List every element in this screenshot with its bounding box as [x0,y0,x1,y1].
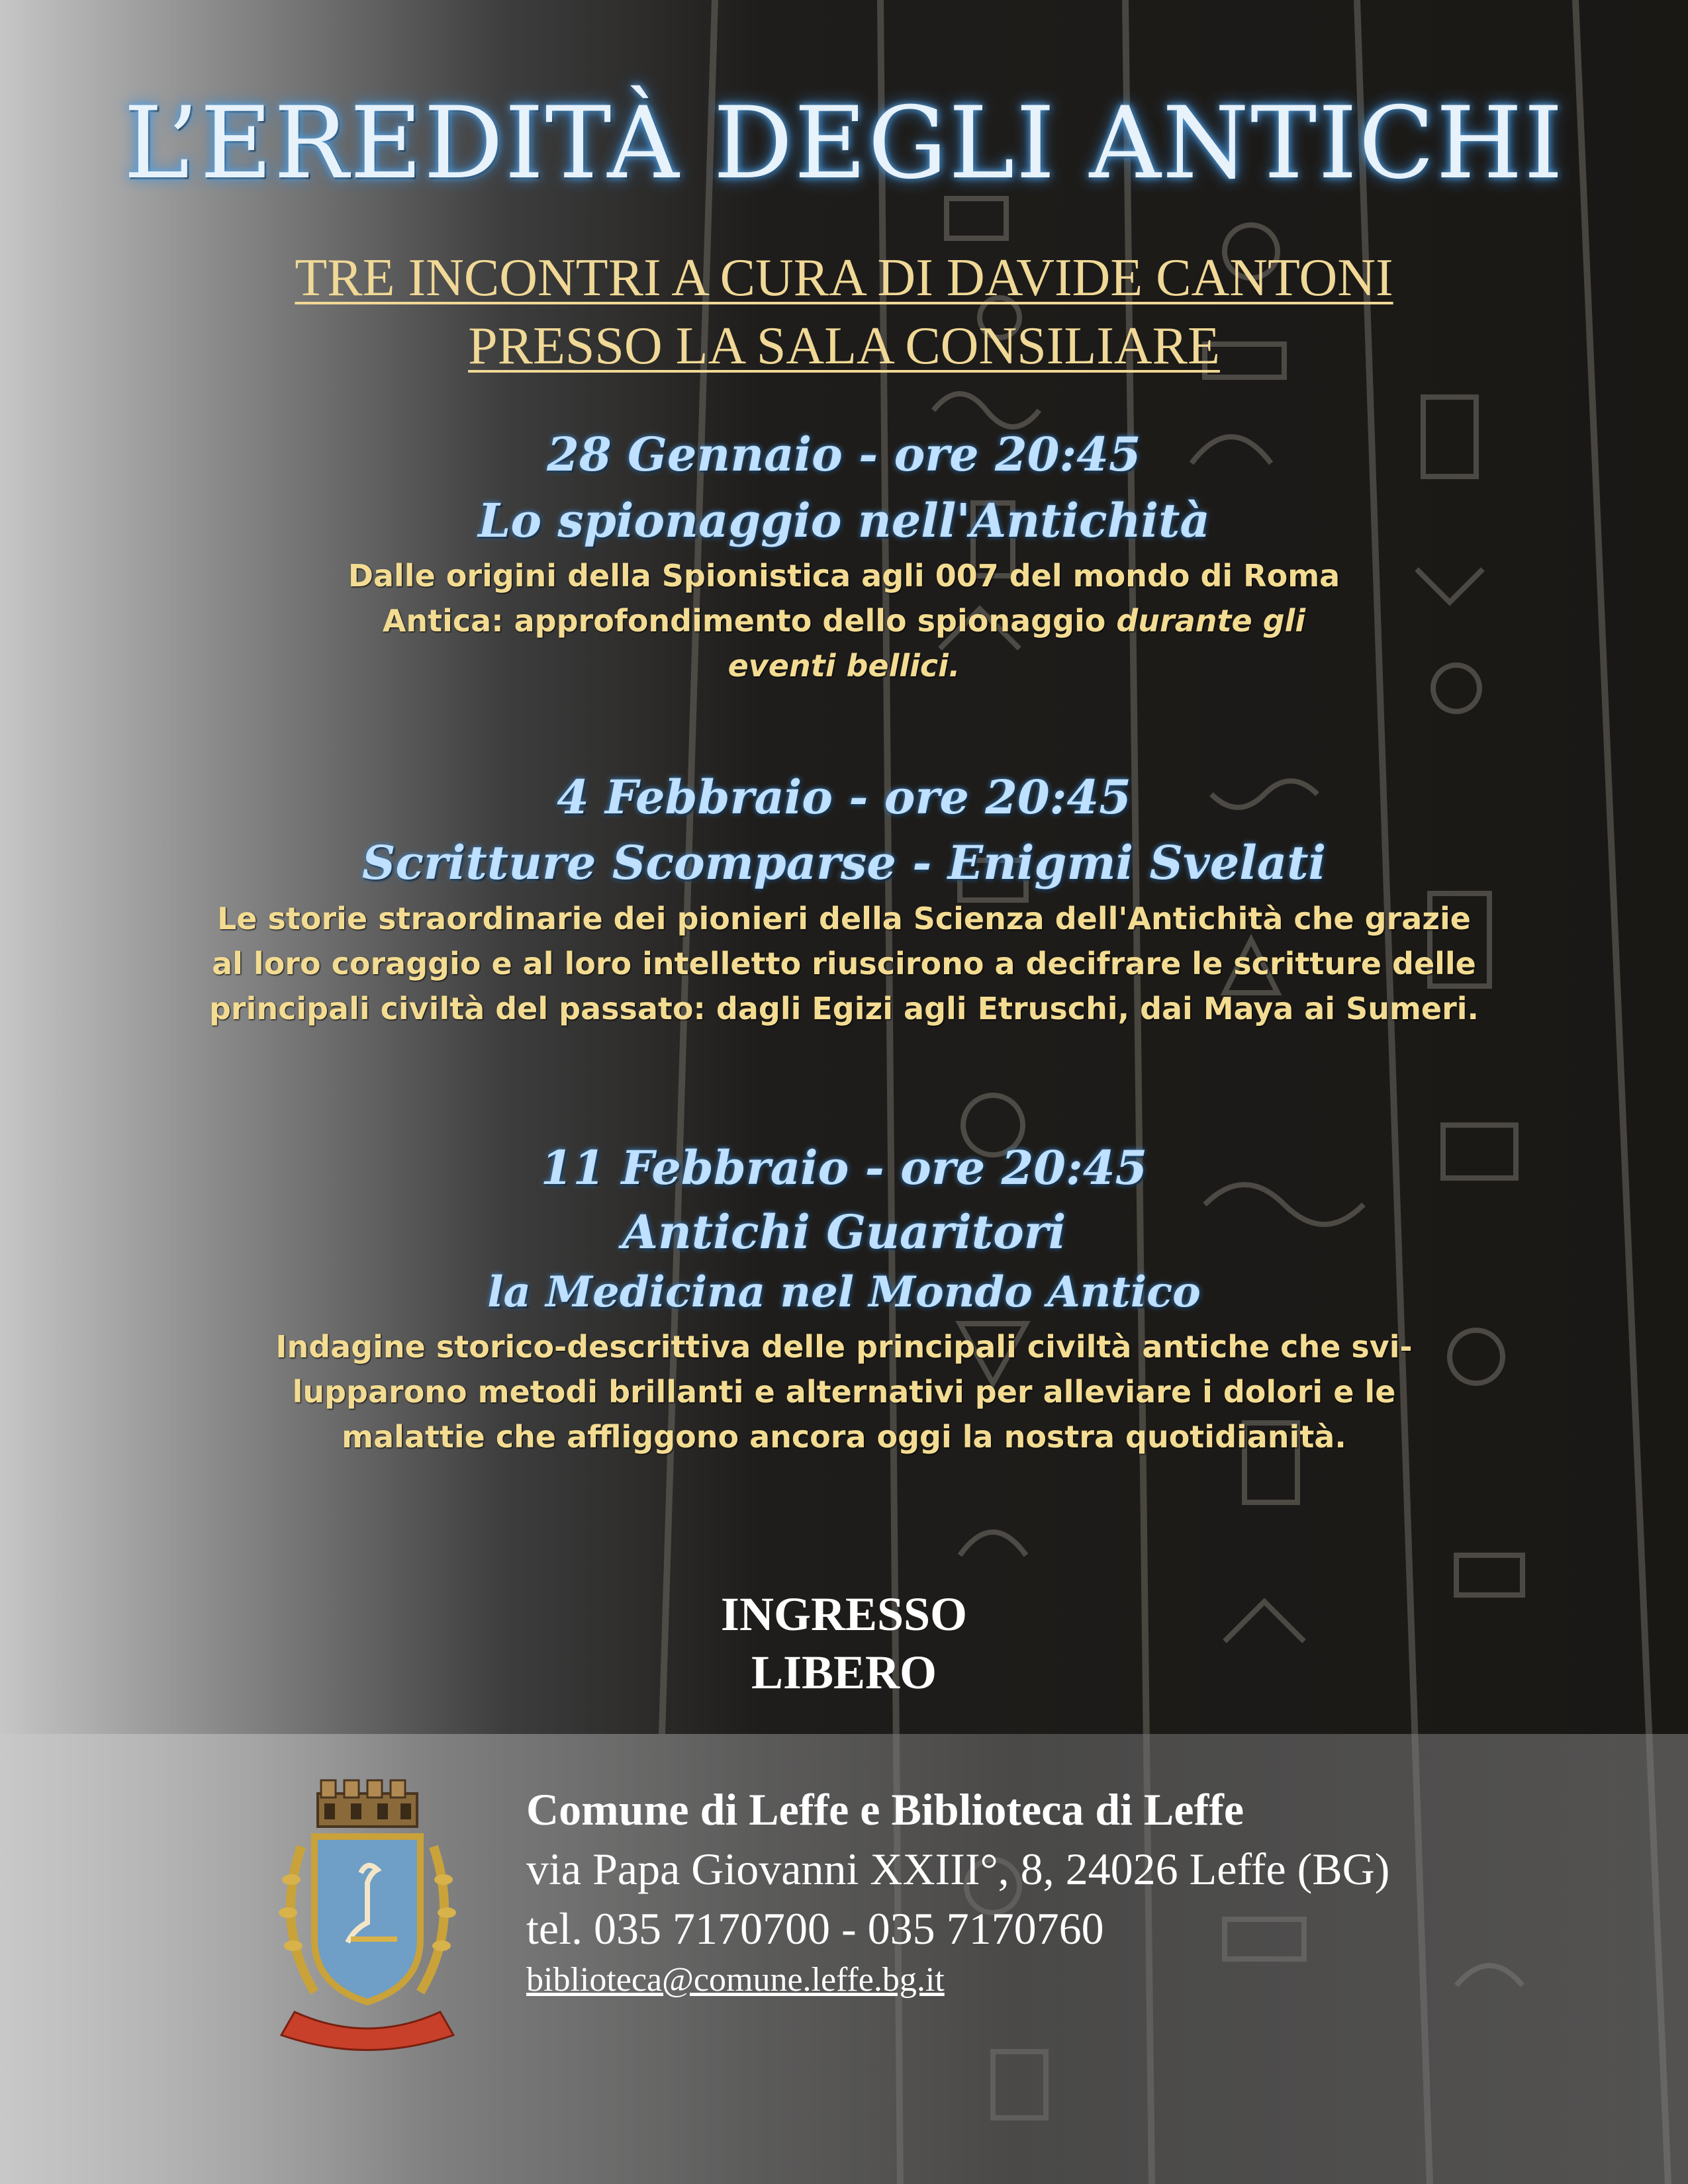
event-2-title: Scritture Scomparse - Enigmi Svelati [361,835,1327,890]
municipal-crest-icon [261,1774,473,2052]
entry-line-2: LIBERO [751,1646,937,1699]
event-1-description-line-3 [0,643,1688,688]
event-3-subtitle: la Medicina nel Mondo Antico [487,1267,1201,1317]
footer-address: via Papa Giovanni XXIII°, 8, 24026 Leffe (BG) [526,1844,1390,1894]
entry-line-1: INGRESSO [720,1588,968,1641]
subtitle-line-1: TRE INCONTRI A CURA DI DAVIDE CANTONI [295,249,1393,307]
footer-organization-name: Comune di Leffe e Biblioteca di Leffe [526,1784,1244,1835]
footer-telephone: tel. 035 7170700 - 035 7170760 [526,1903,1104,1954]
event-2-description-line-1: Le storie straordinarie dei pionieri della Scienza dell'Antichità che grazie [216,901,1472,936]
event-3-description-line-1: Indagine storico-descrittiva delle principali civiltà antiche che svi- [275,1329,1413,1365]
event-1-date: 28 Gennaio - ore 20:45 [547,427,1141,482]
page-title: L’EREDITÀ DEGLI ANTICHI [123,86,1565,201]
event-1-description-line-2a: Antica: approfondimento dello spionaggio [382,603,1117,639]
event-3-title: Antichi Guaritori [622,1205,1066,1259]
event-3-description-line-3: malattie che affliggono ancora oggi la nostra quotidianità. [342,1419,1346,1455]
event-3-description-line-2: lupparono metodi brillanti e alternativi per alleviare i dolori e le [292,1374,1396,1410]
event-1-description-line-3-italic: eventi bellici. [727,648,961,684]
event-1-description-line-1: Dalle origini della Spionistica agli 007 del mondo di Roma [348,558,1340,594]
event-1-title: Lo spionaggio nell'Antichità [478,493,1210,548]
footer-email-link[interactable]: biblioteca@comune.leffe.bg.it [526,1961,945,1999]
event-2-date: 4 Febbraio - ore 20:45 [557,770,1131,825]
subtitle-line-2: PRESSO LA SALA CONSILIARE [468,317,1220,375]
event-3-date: 11 Febbraio - ore 20:45 [540,1140,1148,1195]
event-1-description-line-2b: durante gli [1116,603,1306,639]
event-1-description-line-2 [0,598,1688,643]
event-2-description-line-2: al loro coraggio e al loro intelletto riuscirono a decifrare le scritture delle [212,946,1476,981]
event-2-description-line-3: principali civiltà del passato: dagli Egizi agli Etruschi, dai Maya ai Sumeri. [209,991,1479,1026]
